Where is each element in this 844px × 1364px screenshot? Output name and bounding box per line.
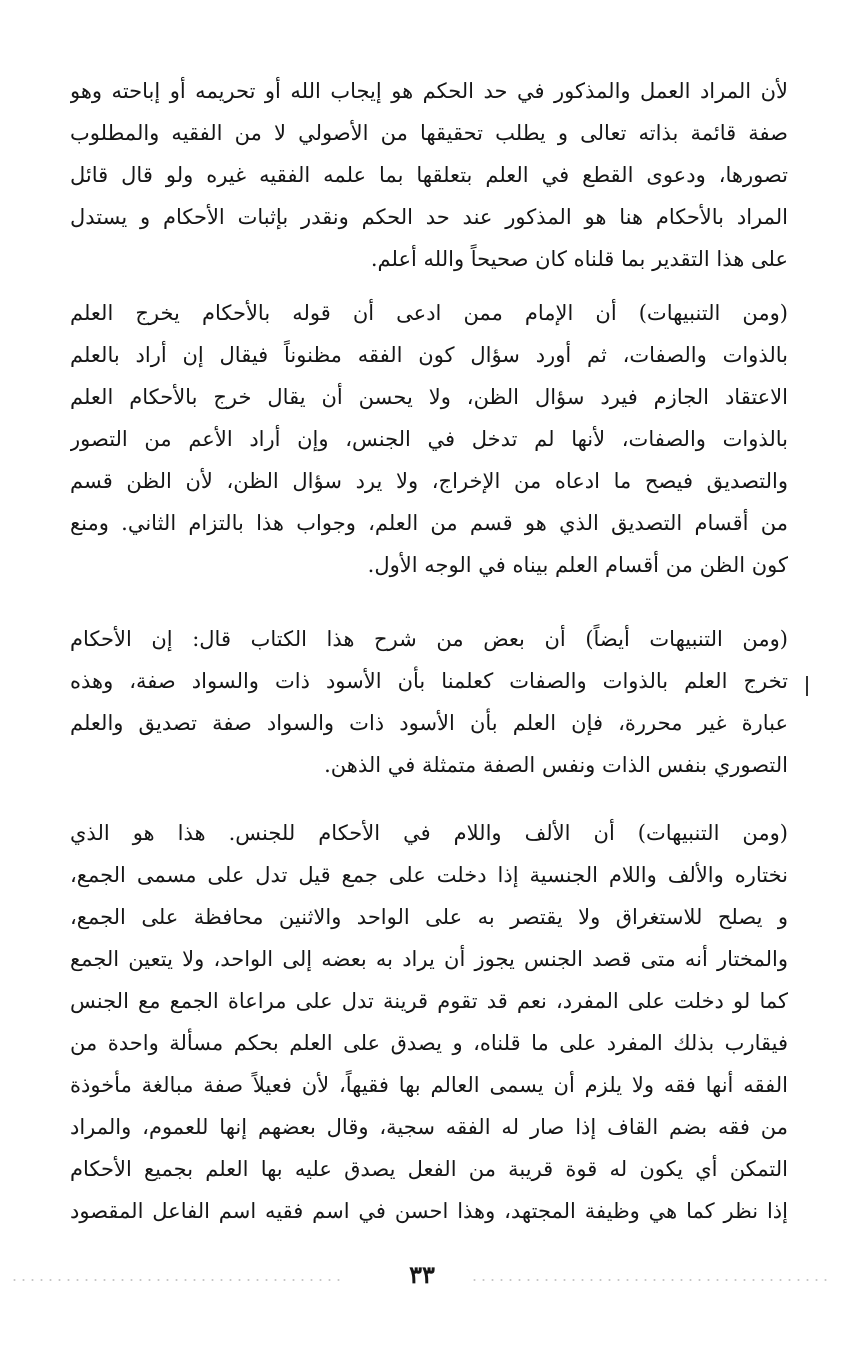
paragraph-2 <box>70 292 788 586</box>
text-line: كما لو دخلت على المفرد، نعم قد تقوم قرينة تدل على مراعاة الجمع مع الجنس <box>70 989 788 1013</box>
text-line: الاعتقاد الجازم فيرد سؤال الظن، ولا يحسن أن يقال خرج بالأحكام العلم <box>70 385 788 409</box>
text-line: نختاره والألف واللام الجنسية إذا دخلت على جمع قيل تدل على مسمى الجمع، <box>70 863 788 887</box>
text-line: على هذا التقدير بما قلناه كان صحيحاً والله أعلم. <box>370 247 788 271</box>
text-line: الفقه أنها فقه ولا يلزم أن يسمى العالم بها فقيهاً، لأن فعيلاً صفة مبالغة مأخوذة <box>70 1073 788 1097</box>
text-line: والمختار أنه متى قصد الجنس يجوز أن يراد به بعضه إلى الواحد، ولا يتعين الجمع <box>70 947 788 971</box>
text-line: (ومن التنبيهات) أن الإمام ممن ادعى أن قوله بالأحكام يخرج العلم <box>70 301 788 325</box>
text-line: من فقه بضم القاف إذا صار له الفقه سجية، وقال بعضهم إنها للعموم، والمراد <box>70 1115 788 1139</box>
text-line: المراد بالأحكام هنا هو المذكور عند حد الحكم ونقدر بإثبات الأحكام و يستدل <box>70 205 788 229</box>
text-line: تصورها، ودعوى القطع في العلم بتعلقها بما علمه الفقيه غيره ولو قال قائل <box>70 163 788 187</box>
paragraph-4 <box>70 812 788 1232</box>
text-line: التصوري بنفس الذات ونفس الصفة متمثلة في الذهن. <box>324 753 788 777</box>
text-line: والتصديق فيصح ما ادعاه من الإخراج، ولا يرد سؤال الظن، لأن الظن قسم <box>70 469 788 493</box>
text-line: إذا نظر كما هي وظيفة المجتهد، وهذا احسن في اسم فقيه اسم الفاعل المقصود <box>70 1199 788 1223</box>
text-line: لأن المراد العمل والمذكور في حد الحكم هو إيجاب الله أو تحريمه أو إباحته وهو <box>70 79 788 103</box>
paragraph-1 <box>70 70 788 280</box>
text-line: تخرج العلم بالذوات والصفات كعلمنا بأن الأسود ذات والسواد صفة، وهذه <box>70 669 788 693</box>
text-line: كون الظن من أقسام العلم بيناه في الوجه الأول. <box>367 553 788 577</box>
margin-mark <box>806 676 808 696</box>
text-line: عبارة غير محررة، فإن العلم بأن الأسود ذات والسواد صفة تصديق والعلم <box>70 711 788 735</box>
page-number: ٣٣ <box>409 1260 435 1289</box>
text-line: (ومن التنبيهات أيضاً) أن بعض من شرح هذا الكتاب قال: إن الأحكام <box>70 627 788 651</box>
text-line: (ومن التنبيهات) أن الألف واللام في الأحكام للجنس. هذا هو الذي <box>70 821 788 845</box>
text-line: بالذوات والصفات، لأنها لم تدخل في الجنس، وإن أراد الأعم من التصور <box>70 427 788 451</box>
text-line: من أقسام التصديق الذي هو قسم من العلم، وجواب هذا بالتزام الثاني. ومنع <box>70 511 788 535</box>
scan-speckle-right <box>470 1277 830 1283</box>
scan-speckle-left <box>10 1277 340 1283</box>
paragraph-3 <box>70 618 788 786</box>
text-line: فيقارب بذلك المفرد على ما قلناه، و يصدق على العلم بحكم مسألة واحدة من <box>70 1031 788 1055</box>
text-line: صفة قائمة بذاته تعالى و يطلب تحقيقها من الأصولي لا من الفقيه والمطلوب <box>70 121 788 145</box>
text-line: التمكن أي يكون له قوة قريبة من الفعل يصدق عليه بها العلم بجميع الأحكام <box>70 1157 788 1181</box>
text-line: بالذوات والصفات، ثم أورد سؤال كون الفقه مظنوناً فيقال إن أراد بالعلم <box>70 343 788 367</box>
text-line: و يصلح للاستغراق ولا يقتصر به على الواحد والاثنين محافظة على الجمع، <box>70 905 788 929</box>
